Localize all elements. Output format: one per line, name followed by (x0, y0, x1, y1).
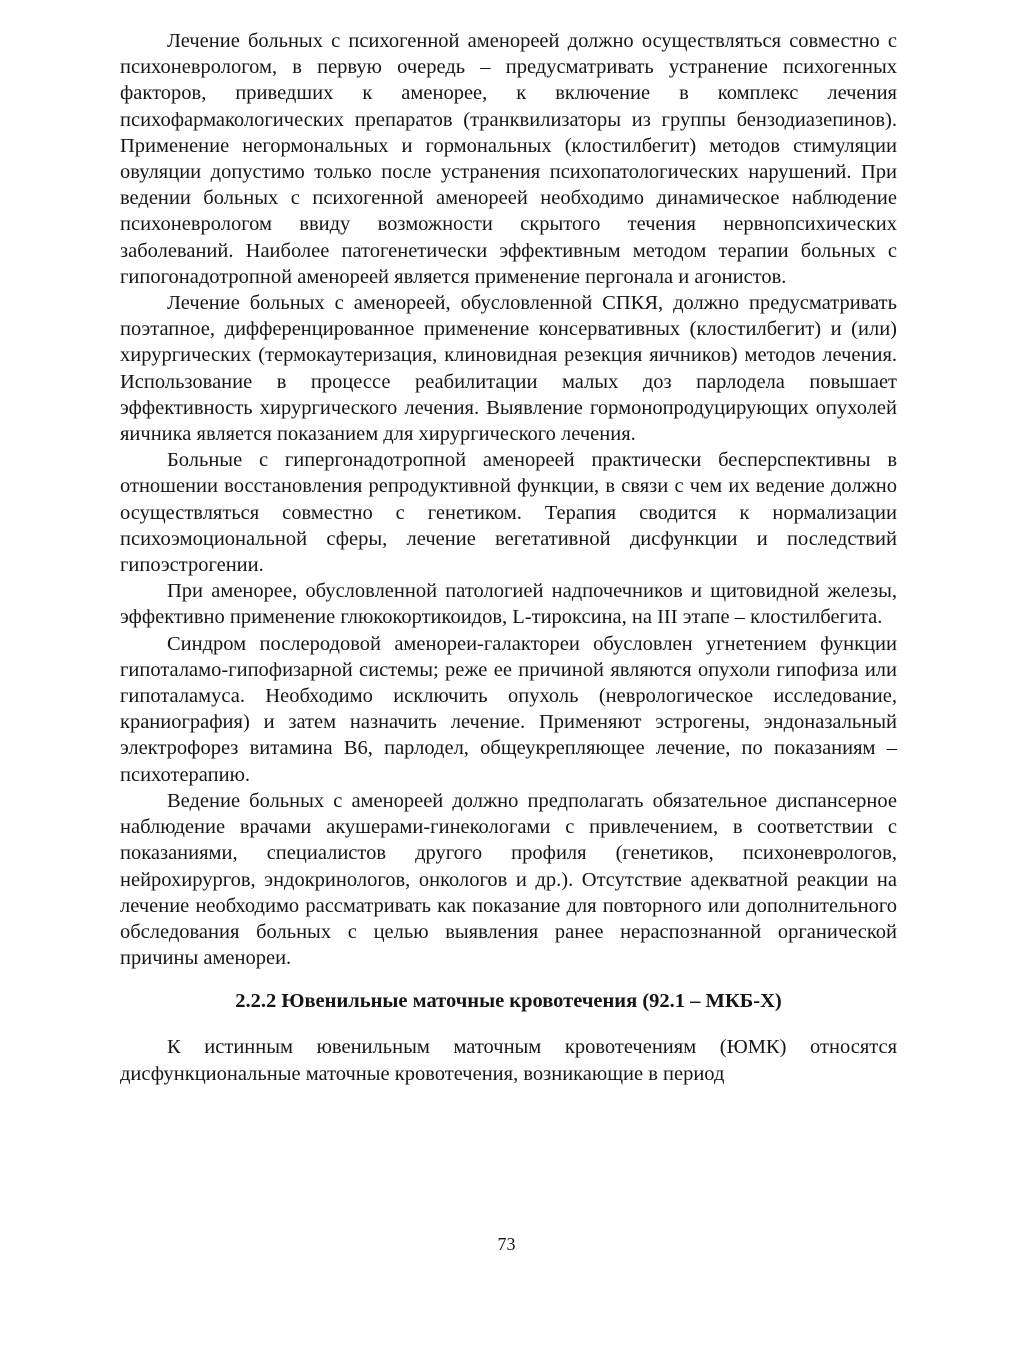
document-page (120, 28, 897, 1087)
page-number: 73 (497, 1234, 516, 1254)
section-heading: 2.2.2 Ювенильные маточные кровотечения (92.1 – МКБ-X) (235, 990, 782, 1013)
paragraph-postpartum-amenorrhea-galactorrhea: Синдром послеродовой аменореи-галактореи обусловлен угнетением функции гипоталамо-гипофизарной системы; реже ее причиной являются опухоли гипофиза или гипоталамуса. Необходимо исключить опухоль (неврологическое исследование, краниография) и затем назначить лечение. Применяют эстрогены, эндоназальный электрофорез витамина В6, парлодел, общеукрепляющее лечение, по показаниям – психотерапию. (120, 632, 897, 786)
paragraph-amenorrhea-management: Ведение больных с аменореей должно предполагать обязательное диспансерное наблюдение врачами акушерами-гинекологами с привлечением, в соответствии с показаниями, специалистов другого профиля (генетиков, психоневрологов, нейрохирургов, эндокринологов, онкологов и др.). Отсутствие адекватной реакции на лечение необходимо рассматривать как показание для повторного или дополнительного обследования больных с целью выявления ранее нераспознанной органической причины аменореи. (120, 789, 897, 970)
paragraph-hypergonadotropic-amenorrhea: Больные с гипергонадотропной аменореей практически бесперспективны в отношении восстановления репродуктивной функции, в связи с чем их ведение должно осуществляться совместно с генетиком. Терапия сводится к нормализации психоэмоциональной сферы, лечение вегетативной дисфункции и последствий гипоэстрогении. (120, 449, 897, 577)
paragraph-juvenile-bleeding-intro: К истинным ювенильным маточным кровотечениям (ЮМК) относятся дисфункциональные маточные кровотечения, возникающие в период (120, 1036, 897, 1085)
paragraph-psychogenic-amenorrhea: Лечение больных с психогенной аменореей должно осуществляться совместно с психоневрологом, в первую очередь – предусматривать устранение психогенных факторов, приведших к аменорее, к включение в комплекс лечения психофармакологических препаратов (транквилизаторы из группы бензодиазепинов). Применение негормональных и гормональных (клостилбегит) методов стимуляции овуляции допустимо только после устранения психопатологических нарушений. При ведении больных с психогенной аменореей необходимо динамическое наблюдение психоневрологом ввиду возможности скрытого течения нервнопсихических заболеваний. Наиболее патогенетически эффективным методом терапии больных с гипогонадотропной аменореей является применение пергонала и агонистов. (120, 30, 897, 288)
paragraph-pcos-amenorrhea: Лечение больных с аменореей, обусловленной СПКЯ, должно предусматривать поэтапное, дифференцированное применение консервативных (клостилбегит) и (или) хирургических (термокаутеризация, клиновидная резекция яичников) методов лечения. Использование в процессе реабилитации малых доз парлодела повышает эффективность хирургического лечения. Выявление гормонопродуцирующих опухолей яичника является показанием для хирургического лечения. (120, 292, 897, 446)
paragraph-adrenal-thyroid-amenorrhea: При аменорее, обусловленной патологией надпочечников и щитовидной железы, эффективно применение глюкокортикоидов, L-тироксина, на III этапе – клостилбегита. (120, 580, 897, 629)
